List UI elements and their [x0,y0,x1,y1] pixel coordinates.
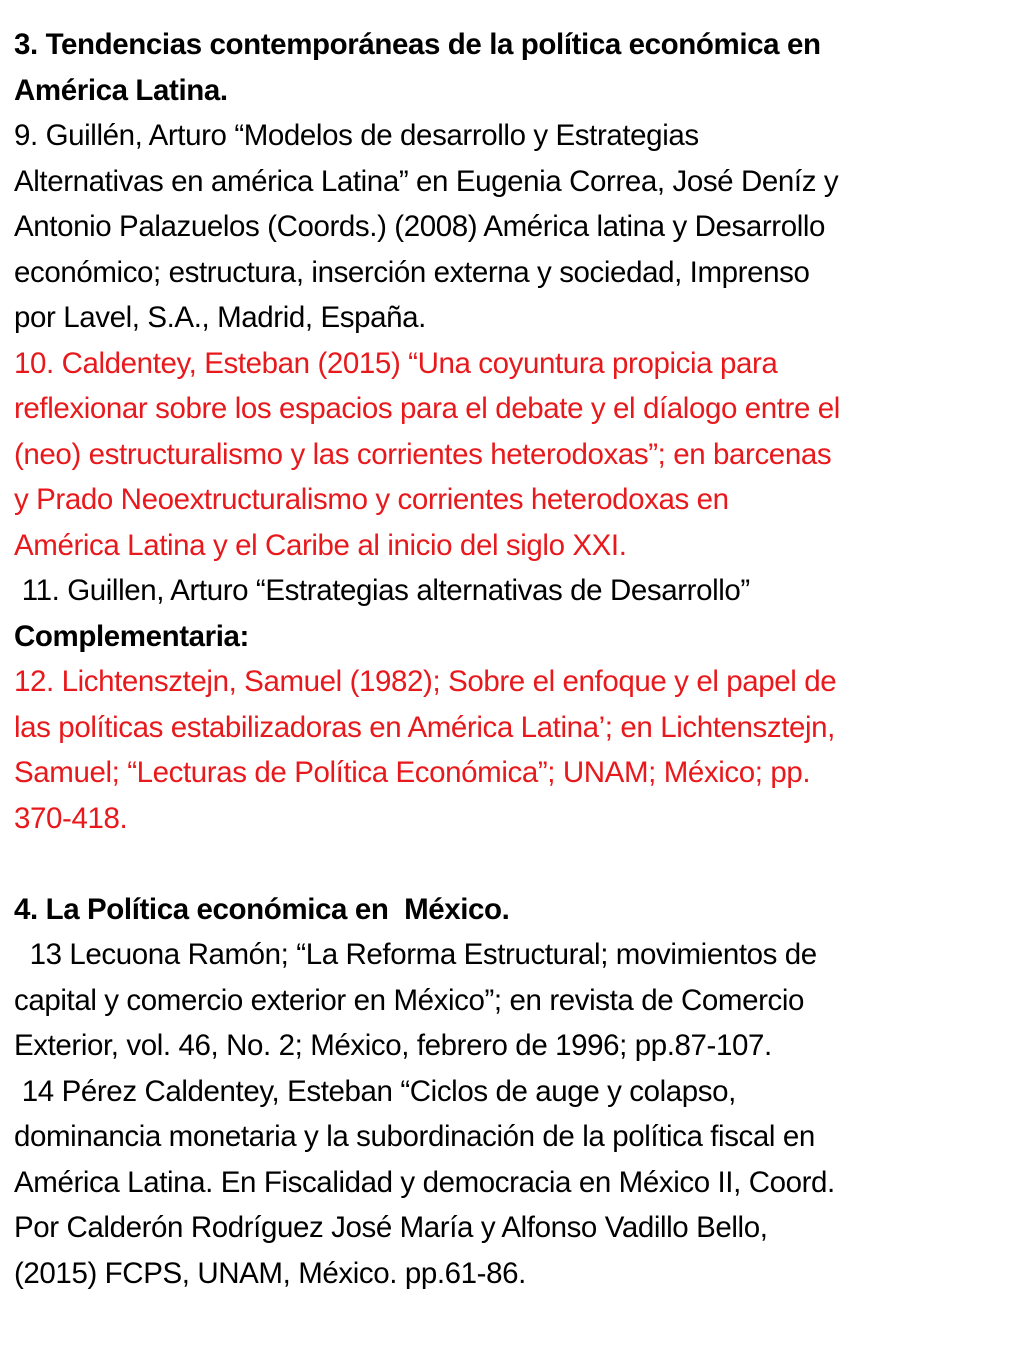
reference-12 [14,659,1014,841]
reference-14-line: (2015) FCPS, UNAM, México. pp.61-86. [14,1256,526,1290]
section-spacer [14,841,1014,887]
reference-13-line: Exterior, vol. 46, No. 2; México, febrero de 1996; pp.87-107. [14,1029,772,1062]
reference-9-line: 9. Guillén, Arturo “Modelos de desarrollo y Estrategias [14,119,699,152]
reference-10 [14,341,1014,569]
reference-12-line: Samuel; “Lecturas de Política Económica”; UNAM; México; pp. [14,756,811,789]
reference-9-line: por Lavel, S.A., Madrid, España. [14,301,426,334]
reference-12-line: 12. Lichtensztejn, Samuel (1982); Sobre el enfoque y el papel de [14,665,837,698]
reference-9-line: Alternativas en américa Latina” en Eugenia Correa, José Deníz y [14,164,839,198]
reference-9-line: económico; estructura, inserción externa y sociedad, Imprenso [14,255,810,289]
reference-12-line: las políticas estabilizadoras en América Latina’; en Lichtensztejn, [14,710,835,744]
reference-14-line: América Latina. En Fiscalidad y democracia en México II, Coord. [14,1165,835,1199]
reference-9-line: Antonio Palazuelos (Coords.) (2008) América latina y Desarrollo [14,210,826,243]
reference-10-line: reflexionar sobre los espacios para el debate y el díalogo entre el [14,392,840,425]
reference-13 [14,932,1014,1069]
section-3-heading-line-2: América Latina. [14,73,228,107]
section-4-heading: 4. La Política económica en México. [14,892,510,926]
reference-13-line: capital y comercio exterior en México”; en revista de Comercio [14,983,805,1017]
reference-9 [14,113,1014,341]
bibliography-page [14,22,1014,1296]
reference-13-line: 13 Lecuona Ramón; “La Reforma Estructural; movimientos de [14,938,817,971]
reference-12-line: 370-418. [14,801,128,835]
complementary-label: Complementaria: [14,619,249,653]
reference-10-line: América Latina y el Caribe al inicio del siglo XXI. [14,528,627,562]
reference-14-line: Por Calderón Rodríguez José María y Alfonso Vadillo Bello, [14,1211,768,1244]
reference-10-line: 10. Caldentey, Esteban (2015) “Una coyuntura propicia para [14,346,778,380]
reference-14 [14,1069,1014,1297]
reference-11: 11. Guillen, Arturo “Estrategias alternativas de Desarrollo” [14,574,750,607]
section-4 [14,887,1014,1297]
section-3 [14,22,1014,841]
reference-10-line: y Prado Neoextructuralismo y corrientes heterodoxas en [14,483,729,516]
reference-14-line: 14 Pérez Caldentey, Esteban “Ciclos de auge y colapso, [14,1074,736,1108]
reference-10-line: (neo) estructuralismo y las corrientes heterodoxas”; en barcenas [14,437,832,471]
reference-14-line: dominancia monetaria y la subordinación de la política fiscal en [14,1120,815,1153]
section-3-heading-line-1: 3. Tendencias contemporáneas de la política económica en [14,28,821,61]
